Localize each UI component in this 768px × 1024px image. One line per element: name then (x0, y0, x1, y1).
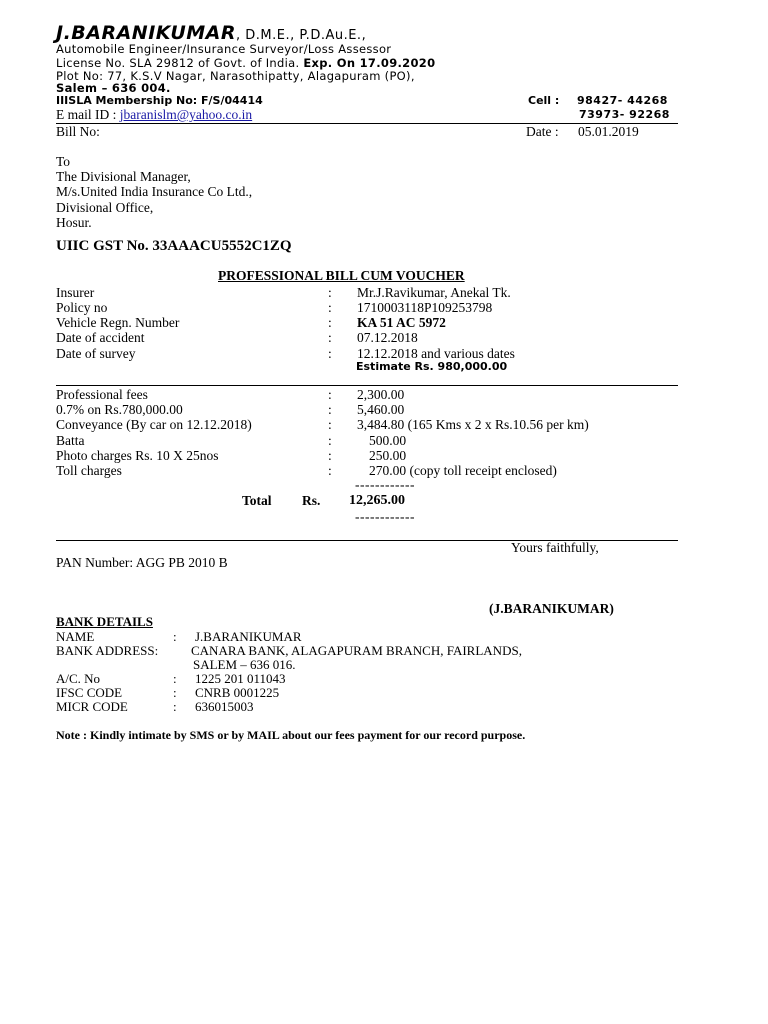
detail-value-insurer: Mr.J.Ravikumar, Anekal Tk. (357, 285, 511, 300)
address-line-1: Plot No: 77, K.S.V Nagar, Narasothipatty, Alagapuram (PO), (56, 69, 415, 83)
bank-details-title: BANK DETAILS (56, 614, 153, 629)
charge-label-photo: Photo charges Rs. 10 X 25nos (56, 448, 219, 463)
charge-label-professional: Professional fees (56, 387, 148, 402)
date-value: 05.01.2019 (578, 124, 639, 139)
bank-value-account: 1225 201 011043 (195, 671, 286, 686)
charge-value-conveyance: 3,484.80 (165 Kms x 2 x Rs.10.56 per km) (357, 417, 589, 432)
letterhead-name: J.BARANIKUMAR, D.M.E., P.D.Au.E., (56, 22, 367, 44)
detail-colon: : (328, 300, 332, 315)
cell-number-1: 98427- 44268 (577, 94, 668, 107)
detail-colon: : (328, 285, 332, 300)
bank-colon: : (173, 629, 177, 644)
voucher-title: PROFESSIONAL BILL CUM VOUCHER (218, 268, 465, 283)
detail-label-survey: Date of survey (56, 346, 136, 361)
dashes-bottom: ------------ (355, 509, 415, 524)
bank-value-ifsc: CNRB 0001225 (195, 685, 280, 700)
charge-label-conveyance: Conveyance (By car on 12.12.2018) (56, 417, 252, 432)
charge-label-percentage: 0.7% on Rs.780,000.00 (56, 402, 183, 417)
total-currency: Rs. (302, 493, 321, 508)
iiisla-membership: IIISLA Membership No: F/S/04414 (56, 94, 263, 107)
pan-number: PAN Number: AGG PB 2010 B (56, 555, 228, 570)
signature-name: (J.BARANIKUMAR) (489, 601, 614, 616)
estimate: Estimate Rs. 980,000.00 (356, 360, 508, 373)
charge-colon: : (328, 433, 332, 448)
bank-value-name: J.BARANIKUMAR (195, 629, 302, 644)
email-line: E mail ID : jbaranislm@yahoo.co.in (56, 107, 253, 122)
charge-value-percentage: 5,460.00 (357, 402, 405, 417)
detail-label-accident: Date of accident (56, 330, 145, 345)
bank-label-address: BANK ADDRESS: (56, 643, 159, 658)
detail-value-accident: 07.12.2018 (357, 330, 418, 345)
dashes-top: ------------ (355, 477, 415, 492)
recipient-line-1: The Divisional Manager, (56, 169, 191, 184)
detail-value-survey: 12.12.2018 and various dates (357, 346, 515, 361)
total-value: 12,265.00 (349, 493, 405, 508)
charge-value-toll: 270.00 (copy toll receipt enclosed) (369, 463, 557, 478)
bank-label-ifsc: IFSC CODE (56, 685, 123, 700)
charge-colon: : (328, 417, 332, 432)
date-label: Date : (526, 124, 559, 139)
charge-value-batta: 500.00 (369, 433, 407, 448)
detail-label-policy: Policy no (56, 300, 108, 315)
total-label: Total (242, 493, 272, 508)
bank-label-name: NAME (56, 629, 95, 644)
charge-colon: : (328, 463, 332, 478)
detail-colon: : (328, 315, 332, 330)
charge-value-professional: 2,300.00 (357, 387, 405, 402)
recipient-line-4: Hosur. (56, 215, 92, 230)
license-line: License No. SLA 29812 of Govt. of India. Exp. On 17.09.2020 (56, 56, 436, 70)
bill-no-label: Bill No: (56, 124, 100, 139)
charge-colon: : (328, 387, 332, 402)
charge-colon: : (328, 402, 332, 417)
charge-label-toll: Toll charges (56, 463, 122, 478)
charges-divider (56, 385, 678, 386)
detail-colon: : (328, 330, 332, 345)
profession: Automobile Engineer/Insurance Surveyor/Loss Assessor (56, 42, 392, 56)
bank-colon: : (173, 699, 177, 714)
cell-number-2: 73973- 92268 (579, 108, 670, 121)
bank-value-micr: 636015003 (195, 699, 254, 714)
detail-value-policy: 1710003118P109253798 (357, 300, 493, 315)
payment-note: Note : Kindly intimate by SMS or by MAIL about our fees payment for our record purpose. (56, 728, 526, 742)
charge-value-photo: 250.00 (369, 448, 407, 463)
recipient-line-3: Divisional Office, (56, 200, 154, 215)
address-line-2: Salem – 636 004. (56, 81, 171, 95)
bank-colon: : (173, 671, 177, 686)
detail-label-vehicle: Vehicle Regn. Number (56, 315, 180, 330)
bank-value-address-2: SALEM – 636 016. (193, 657, 296, 672)
bank-colon: : (173, 685, 177, 700)
closing: Yours faithfully, (511, 540, 599, 555)
detail-colon: : (328, 346, 332, 361)
bank-label-account: A/C. No (56, 671, 101, 686)
charge-label-batta: Batta (56, 433, 85, 448)
bank-label-micr: MICR CODE (56, 699, 128, 714)
charge-colon: : (328, 448, 332, 463)
bank-value-address: CANARA BANK, ALAGAPURAM BRANCH, FAIRLANDS, (191, 643, 522, 658)
cell-label: Cell : (528, 94, 560, 107)
gst-number: UIIC GST No. 33AAACU5552C1ZQ (56, 238, 292, 254)
email-link[interactable]: jbaranislm@yahoo.co.in (119, 107, 253, 122)
detail-label-insurer: Insurer (56, 285, 95, 300)
recipient-to: To (56, 154, 71, 169)
detail-value-vehicle: KA 51 AC 5972 (357, 315, 446, 330)
recipient-line-2: M/s.United India Insurance Co Ltd., (56, 184, 253, 199)
